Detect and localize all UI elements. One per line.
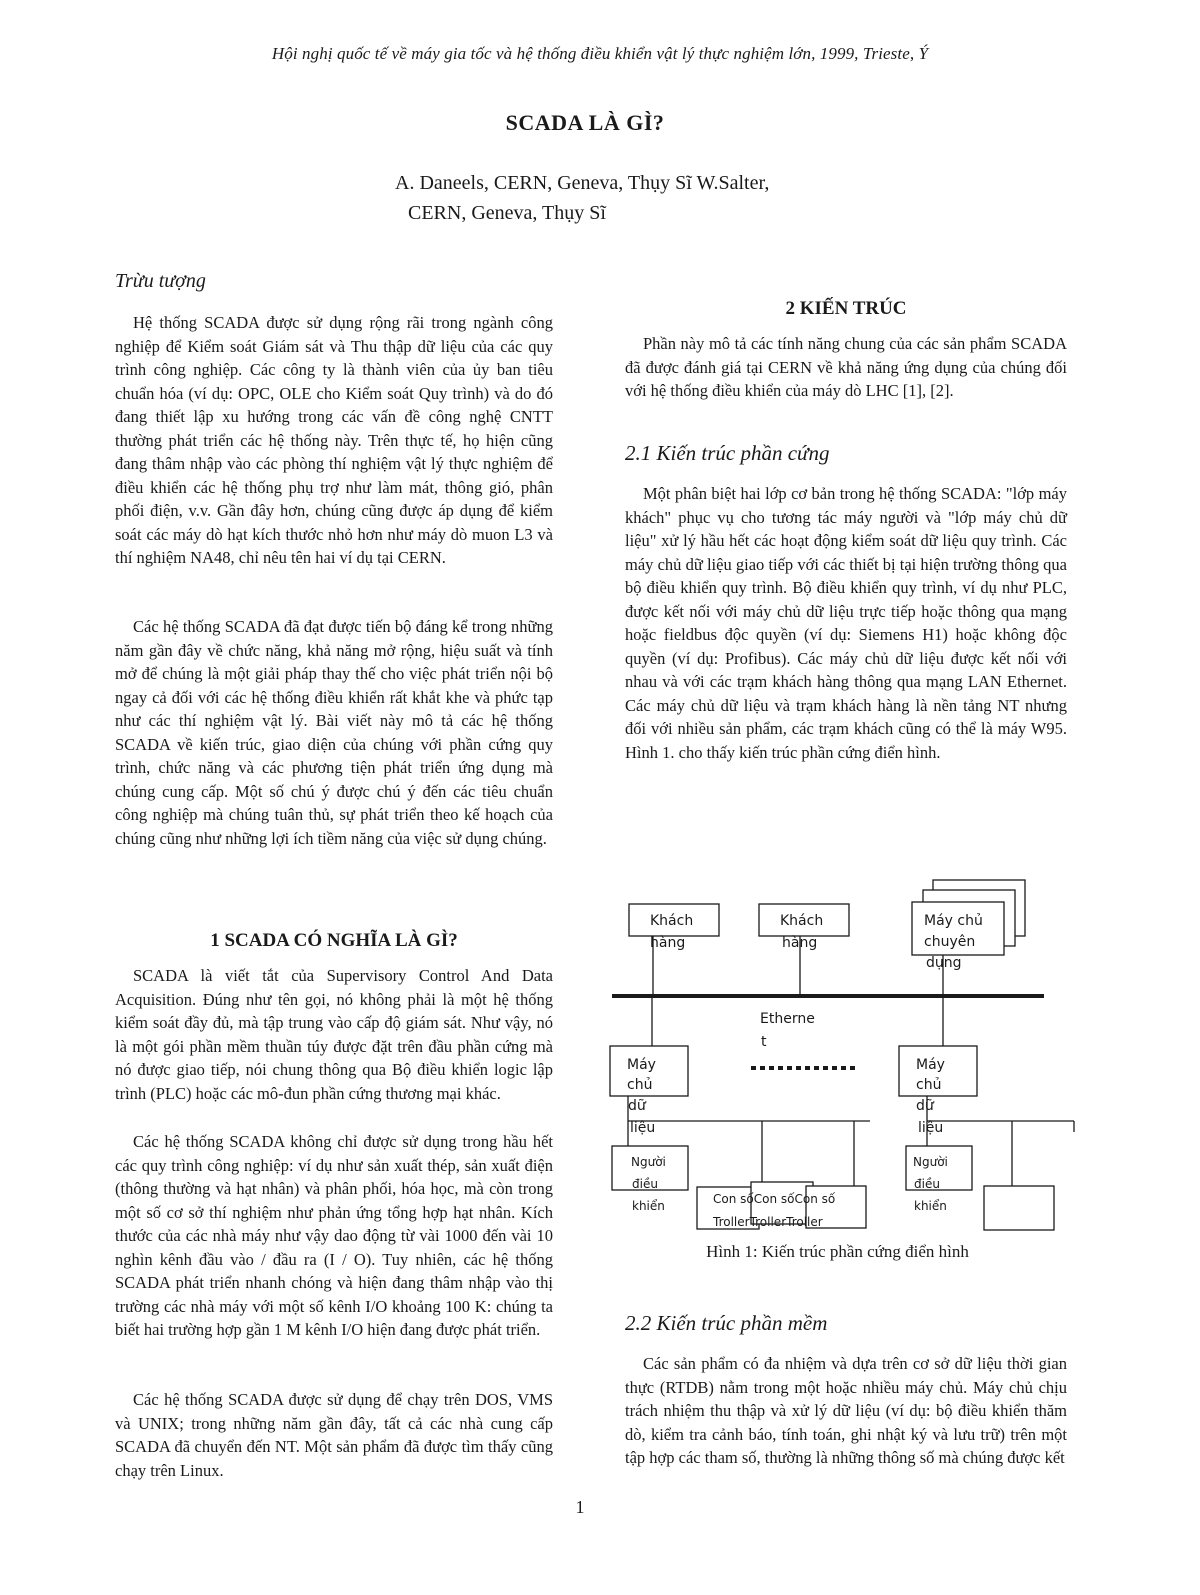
operator-2-label-line-1: Người [913, 1155, 948, 1169]
data-server-2-label-line-2: chủ [916, 1077, 942, 1093]
subsection-2-2-paragraph-1: Các sản phẩm có đa nhiệm và dựa trên cơ sở dữ liệu thời gian thực (RTDB) nằm trong một hoặc nhiều máy chủ. Máy chủ chịu trách nhiệm thu thập và xử lý dữ liệu (ví dụ: bộ điều khiển thăm dò, kiểm tra cảnh báo, tính toán, ghi nhật ký và lưu trữ) trên một tập hợp các tham số, thường là những thông số mà chúng được kết [625, 1354, 1067, 1467]
section-2-heading: 2 KIẾN TRÚC [785, 298, 907, 319]
ethernet-label-line-2: t [761, 1034, 767, 1050]
subsection-2-1-paragraph-1: Một phân biệt hai lớp cơ bản trong hệ thống SCADA: "lớp máy khách" phục vụ cho tương tác máy người và "lớp máy chủ dữ liệu" xử lý hầu hết các hoạt động kiểm soát dữ liệu quy trình. Các máy chủ dữ liệu giao tiếp với các thiết bị tại hiện trường thông qua bộ điều khiển quy trình. Bộ điều khiển quy trình, ví dụ như PLC, được kết nối với máy chủ dữ liệu trực tiếp hoặc thông qua mạng hoặc fieldbus độc quyền (ví dụ: Siemens H1) hoặc không độc quyền (ví dụ: Profibus). Các máy chủ dữ liệu được kết nối với nhau và với các trạm khách hàng thông qua mạng LAN Ethernet. Các máy chủ dữ liệu và trạm khách hàng là nền tảng NT nhưng đối với nhiều sản phẩm, các trạm khách cũng có thể là máy W95. Hình 1. cho thấy kiến trúc phần cứng điển hình. [625, 484, 1067, 762]
subsection-2-1-heading: 2.1 Kiến trúc phần cứng [625, 441, 830, 465]
abstract-paragraph-2: Các hệ thống SCADA đã đạt được tiến bộ đáng kể trong những năm gần đây về chức năng, khả năng mở rộng, hiệu suất và tính mở để chúng là một giải pháp thay thế cho việc phát triển nội bộ ngay cả đối với các hệ thống điều khiển rất khắt khe và phức tạp như các thí nghiệm vật lý. Bài viết này mô tả các hệ thống SCADA về kiến trúc, giao diện của chúng với phần cứng quy trình, chức năng và các phương tiện phát triển ứng dụng mà chúng cung cấp. Một số chú ý được chú ý đến các tiêu chuẩn công nghiệp mà chúng tuân thủ, sự phát triển theo kế hoạch của chúng cũng như những lợi ích tiềm năng của việc sử dụng chúng. [115, 617, 553, 848]
page-number: 1 [575, 1497, 585, 1517]
section-2-paragraph-1: Phần này mô tả các tính năng chung của các sản phẩm SCADA đã được đánh giá tại CERN về khả năng ứng dụng của chúng đối với hệ thống điều khiển của máy dò LHC [1], [2]. [625, 334, 1067, 400]
operator-2-label-line-3: khiển [914, 1199, 947, 1213]
section-1-paragraph-1: SCADA là viết tắt của Supervisory Control And Data Acquisition. Đúng như tên gọi, nó không phải là một hệ thống kiểm soát đầy đủ, mà tập trung vào cấp độ giám sát. Như vậy, nó là một gói phần mềm thuần túy được đặt trên đầu phần cứng mà nó được giao tiếp, nói chung thông qua Bộ điều khiển logic lập trình (PLC) hoặc các mô-đun phần cứng thương mại khác. [115, 966, 553, 1103]
figure-1-caption: Hình 1: Kiến trúc phần cứng điển hình [706, 1242, 969, 1261]
authors-line-2: CERN, Geneva, Thụy Sĩ [408, 202, 606, 224]
running-head: Hội nghị quốc tế về máy gia tốc và hệ thống điều khiển vật lý thực nghiệm lớn, 1999, Trieste, Ý [271, 44, 929, 63]
data-server-1-label-line-4: liệu [630, 1120, 656, 1136]
client-2-label-line-2: hàng [782, 935, 818, 951]
controllers-label-bottom: TrollerTrollerTroller [713, 1215, 823, 1229]
client-1-label-line-2: hàng [650, 935, 686, 951]
subsection-2-2-heading: 2.2 Kiến trúc phần mềm [625, 1311, 828, 1335]
abstract-paragraph-1: Hệ thống SCADA được sử dụng rộng rãi trong ngành công nghiệp để Kiểm soát Giám sát và Thu thập dữ liệu của các quy trình công nghiệp. Các công ty là thành viên của ủy ban tiêu chuẩn hóa (ví dụ: OPC, OLE cho Kiểm soát Quy trình) và do đó đang thiết lập xu hướng trong các vấn đề công nghệ CNTT thường phát triển các hệ thống này. Trên thực tế, họ hiện cũng đang thâm nhập vào các phòng thí nghiệm vật lý thực nghiệm để điều khiển các hệ thống phụ trợ như làm mát, thông gió, phân phối điện, v.v. Gần đây hơn, chúng cũng được áp dụng để kiểm soát các máy dò hạt kích thước nhỏ hơn như máy dò muon L3 và thí nghiệm NA48, chỉ nêu tên hai ví dụ tại CERN. [115, 313, 553, 567]
data-server-1-label-line-2: chủ [627, 1077, 653, 1093]
paper-title: SCADA LÀ GÌ? [505, 110, 665, 135]
app-server-label-line-1: Máy chủ [924, 913, 983, 929]
client-2-label-line-1: Khách [780, 913, 824, 929]
abstract-heading: Trừu tượng [115, 270, 206, 292]
app-server-label-line-3: dụng [926, 955, 962, 971]
data-server-2-label-line-3: dữ [916, 1098, 934, 1114]
app-server-label-line-2: chuyên [924, 934, 976, 950]
data-server-1-label-line-1: Máy [627, 1057, 656, 1073]
controllers-label-top: Con sốCon sốCon số [713, 1192, 836, 1206]
data-server-2-label-line-4: liệu [918, 1120, 944, 1136]
client-1-label-line-1: Khách [650, 913, 694, 929]
authors-line-1: A. Daneels, CERN, Geneva, Thụy Sĩ W.Salter, [395, 172, 770, 194]
operator-1-label-line-3: khiển [632, 1199, 665, 1213]
spare-box [984, 1186, 1054, 1230]
section-1-paragraph-2: Các hệ thống SCADA không chỉ được sử dụng trong hầu hết các quy trình công nghiệp: ví dụ như sản xuất thép, sản xuất điện (thông thường và hạt nhân) và phân phối, hóa học, mà còn trong một số cơ sở thí nghiệm như phản ứng tổng hợp hạt nhân. Kích thước của các nhà máy như vậy dao động từ vài 1000 đến vài 10 nghìn kênh đầu vào / đầu ra (I / O). Tuy nhiên, các hệ thống SCADA phát triển nhanh chóng và hiện đang thâm nhập vào thị trường các nhà máy với một số kênh I/O khoảng 100 K: chúng ta biết hai trường hợp gần 1 M kênh I/O hiện đang được phát triển. [115, 1132, 553, 1339]
section-1-heading: 1 SCADA CÓ NGHĨA LÀ GÌ? [210, 930, 458, 951]
section-1-paragraph-3: Các hệ thống SCADA được sử dụng để chạy trên DOS, VMS và UNIX; trong những năm gần đây, tất cả các nhà cung cấp SCADA đã chuyển đến NT. Một sản phẩm đã được tìm thấy cũng chạy trên Linux. [115, 1390, 553, 1480]
operator-1-label-line-1: Người [631, 1155, 666, 1169]
authors [395, 168, 875, 228]
operator-1-label-line-2: điều [632, 1177, 658, 1191]
hardware-architecture-figure [600, 870, 1080, 1235]
ethernet-label-line-1: Etherne [760, 1011, 815, 1027]
operator-2-label-line-2: điều [914, 1177, 940, 1191]
data-server-1-label-line-3: dữ [628, 1098, 646, 1114]
data-server-2-label-line-1: Máy [916, 1057, 945, 1073]
